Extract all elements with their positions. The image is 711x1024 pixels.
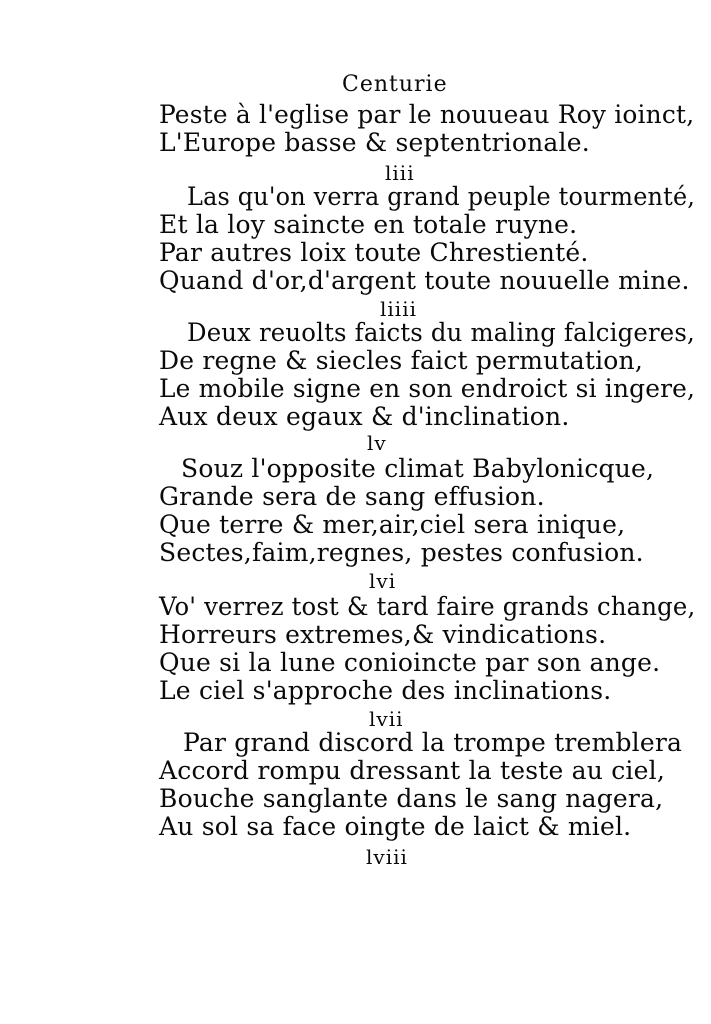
- verse-line: Le mobile signe en son endroict si ingere,: [159, 374, 696, 403]
- quatrain-numeral: lviii: [366, 845, 408, 869]
- verse-line: L'Europe basse & septentrionale.: [159, 128, 590, 157]
- quatrain-numeral: lvi: [369, 569, 397, 593]
- verse-line: Horreurs extremes,& vindications.: [159, 620, 607, 649]
- quatrain-numeral: liiii: [380, 297, 417, 321]
- verse-line: Que si la lune conioincte par son ange.: [159, 648, 661, 677]
- verse-line: Et la loy saincte en totale ruyne.: [159, 210, 578, 239]
- verse-line: Au sol sa face oingte de laict & miel.: [159, 812, 632, 841]
- running-head: Centurie: [342, 72, 448, 97]
- verse-line: Las qu'on verra grand peuple tourmenté,: [187, 182, 696, 211]
- verse-line: Deux reuolts faicts du maling falcigeres,: [187, 318, 695, 347]
- quatrain-numeral: lv: [367, 431, 387, 455]
- quatrain-numeral: liii: [385, 161, 415, 185]
- verse-line: Peste à l'eglise par le nouueau Roy ioinct,: [159, 100, 695, 129]
- verse-line: Aux deux egaux & d'inclination.: [159, 402, 570, 431]
- verse-line: Bouche sanglante dans le sang nagera,: [159, 784, 664, 813]
- verse-line: De regne & siecles faict permutation,: [159, 346, 643, 375]
- verse-line: Le ciel s'approche des inclinations.: [159, 676, 612, 705]
- quatrain-numeral: lvii: [369, 707, 404, 731]
- verse-line: Accord rompu dressant la teste au ciel,: [159, 756, 665, 785]
- verse-line: Par grand discord la trompe tremblera: [183, 728, 683, 757]
- verse-line: Que terre & mer,air,ciel sera inique,: [159, 510, 626, 539]
- verse-line: Sectes,faim,regnes, pestes confusion.: [159, 538, 644, 567]
- verse-line: Quand d'or,d'argent toute nouuelle mine.: [159, 266, 690, 295]
- verse-line: Grande sera de sang effusion.: [159, 482, 545, 511]
- verse-line: Souz l'opposite climat Babylonicque,: [181, 454, 655, 483]
- verse-line: Par autres loix toute Chrestienté.: [159, 238, 589, 267]
- verse-line: Vo' verrez tost & tard faire grands change,: [159, 592, 696, 621]
